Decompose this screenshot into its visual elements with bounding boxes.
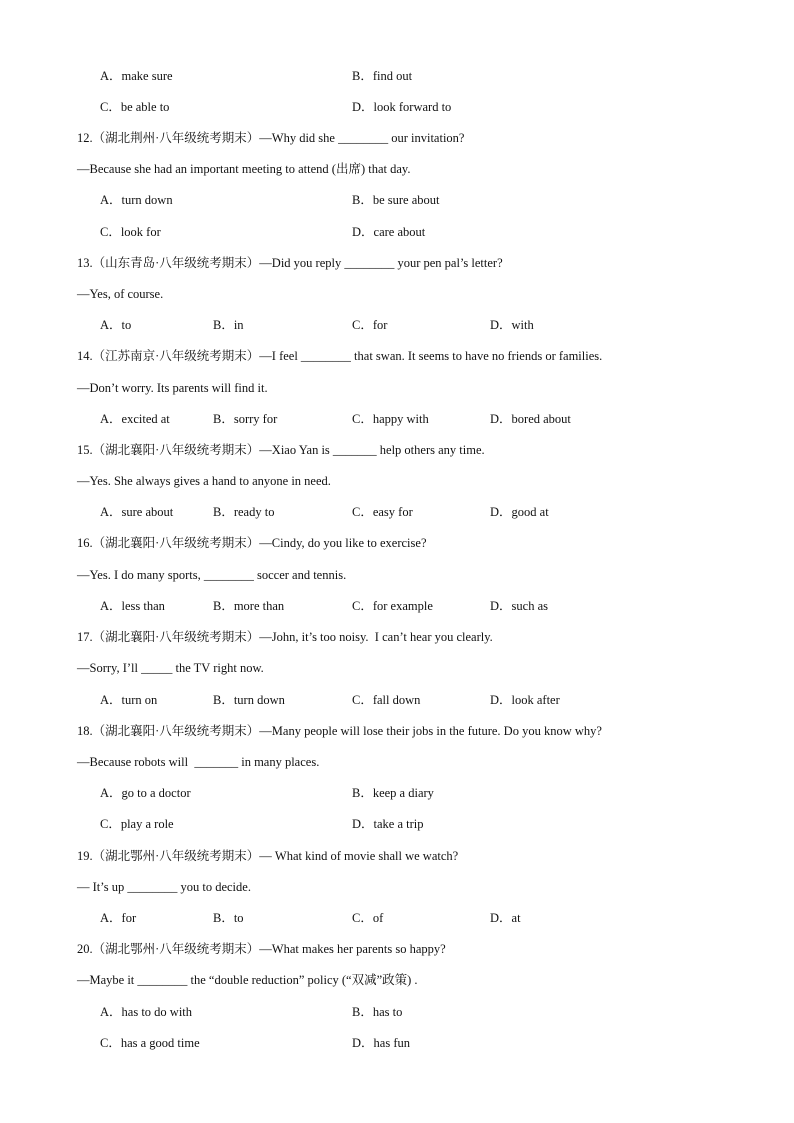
q20-option-b: B．has to [352,1005,403,1019]
q18-reply: —Because robots will _______ in many places. [77,755,320,769]
q14-option-c: C．happy with [352,412,429,426]
q14-stem: 14.（江苏南京·八年级统考期末）—I feel ________ that swan. It seems to have no friends or families. [77,349,603,363]
q18-option-d: D．take a trip [352,817,424,831]
q13-stem: 13.（山东青岛·八年级统考期末）—Did you reply ________ your pen pal’s letter? [77,256,503,270]
q16-option-b: B．more than [213,599,285,613]
q15-reply: —Yes. She always gives a hand to anyone in need. [77,474,331,488]
q14-option-d: D．bored about [490,412,571,426]
q16-reply: —Yes. I do many sports, ________ soccer and tennis. [77,568,347,582]
q13-option-d: D．with [490,318,534,332]
q18-option-a: A．go to a doctor [100,786,191,800]
q19-reply: — It’s up ________ you to decide. [77,880,251,894]
q13-option-a: A．to [100,318,132,332]
q15-option-a: A．sure about [100,505,174,519]
q12-option-d: D．care about [352,225,426,239]
q16-option-c: C．for example [352,599,433,613]
q13-option-b: B．in [213,318,244,332]
q11-option-a: A．make sure [100,69,173,83]
q12-reply: —Because she had an important meeting to attend (出席) that day. [77,162,411,176]
q11-option-c: C．be able to [100,100,170,114]
q14-reply: —Don’t worry. Its parents will find it. [77,381,268,395]
q17-option-d: D．look after [490,693,560,707]
q20-option-a: A．has to do with [100,1005,193,1019]
q15-option-b: B．ready to [213,505,275,519]
q15-stem: 15.（湖北襄阳·八年级统考期末）—Xiao Yan is _______ help others any time. [77,443,485,457]
q20-stem: 20.（湖北鄂州·八年级统考期末）—What makes her parents so happy? [77,942,446,956]
q12-option-c: C．look for [100,225,161,239]
q16-stem: 16.（湖北襄阳·八年级统考期末）—Cindy, do you like to exercise? [77,536,427,550]
q16-option-a: A．less than [100,599,165,613]
q19-option-b: B．to [213,911,244,925]
q18-option-c: C．play a role [100,817,174,831]
q15-option-c: C．easy for [352,505,413,519]
q14-option-a: A．excited at [100,412,170,426]
q17-reply: —Sorry, I’ll _____ the TV right now. [77,661,264,675]
q15-option-d: D．good at [490,505,549,519]
q13-reply: —Yes, of course. [77,287,164,301]
q11-option-d: D．look forward to [352,100,452,114]
q19-option-a: A．for [100,911,137,925]
q13-option-c: C．for [352,318,388,332]
q17-stem: 17.（湖北襄阳·八年级统考期末）—John, it’s too noisy. I can’t hear you clearly. [77,630,493,644]
q12-option-a: A．turn down [100,193,173,207]
q16-option-d: D．such as [490,599,548,613]
q12-option-b: B．be sure about [352,193,440,207]
q20-option-c: C．has a good time [100,1036,200,1050]
q20-reply: —Maybe it ________ the “double reduction” policy (“双减”政策) . [77,973,418,987]
q18-stem: 18.（湖北襄阳·八年级统考期末）—Many people will lose their jobs in the future. Do you know why? [77,724,602,738]
q12-stem: 12.（湖北荆州·八年级统考期末）—Why did she ________ our invitation? [77,131,465,145]
q19-option-c: C．of [352,911,384,925]
q17-option-a: A．turn on [100,693,158,707]
q11-option-b: B．find out [352,69,413,83]
q17-option-c: C．fall down [352,693,421,707]
q20-option-d: D．has fun [352,1036,410,1050]
q19-option-d: D．at [490,911,521,925]
q14-option-b: B．sorry for [213,412,278,426]
q18-option-b: B．keep a diary [352,786,434,800]
q19-stem: 19.（湖北鄂州·八年级统考期末）— What kind of movie shall we watch? [77,849,459,863]
q17-option-b: B．turn down [213,693,285,707]
